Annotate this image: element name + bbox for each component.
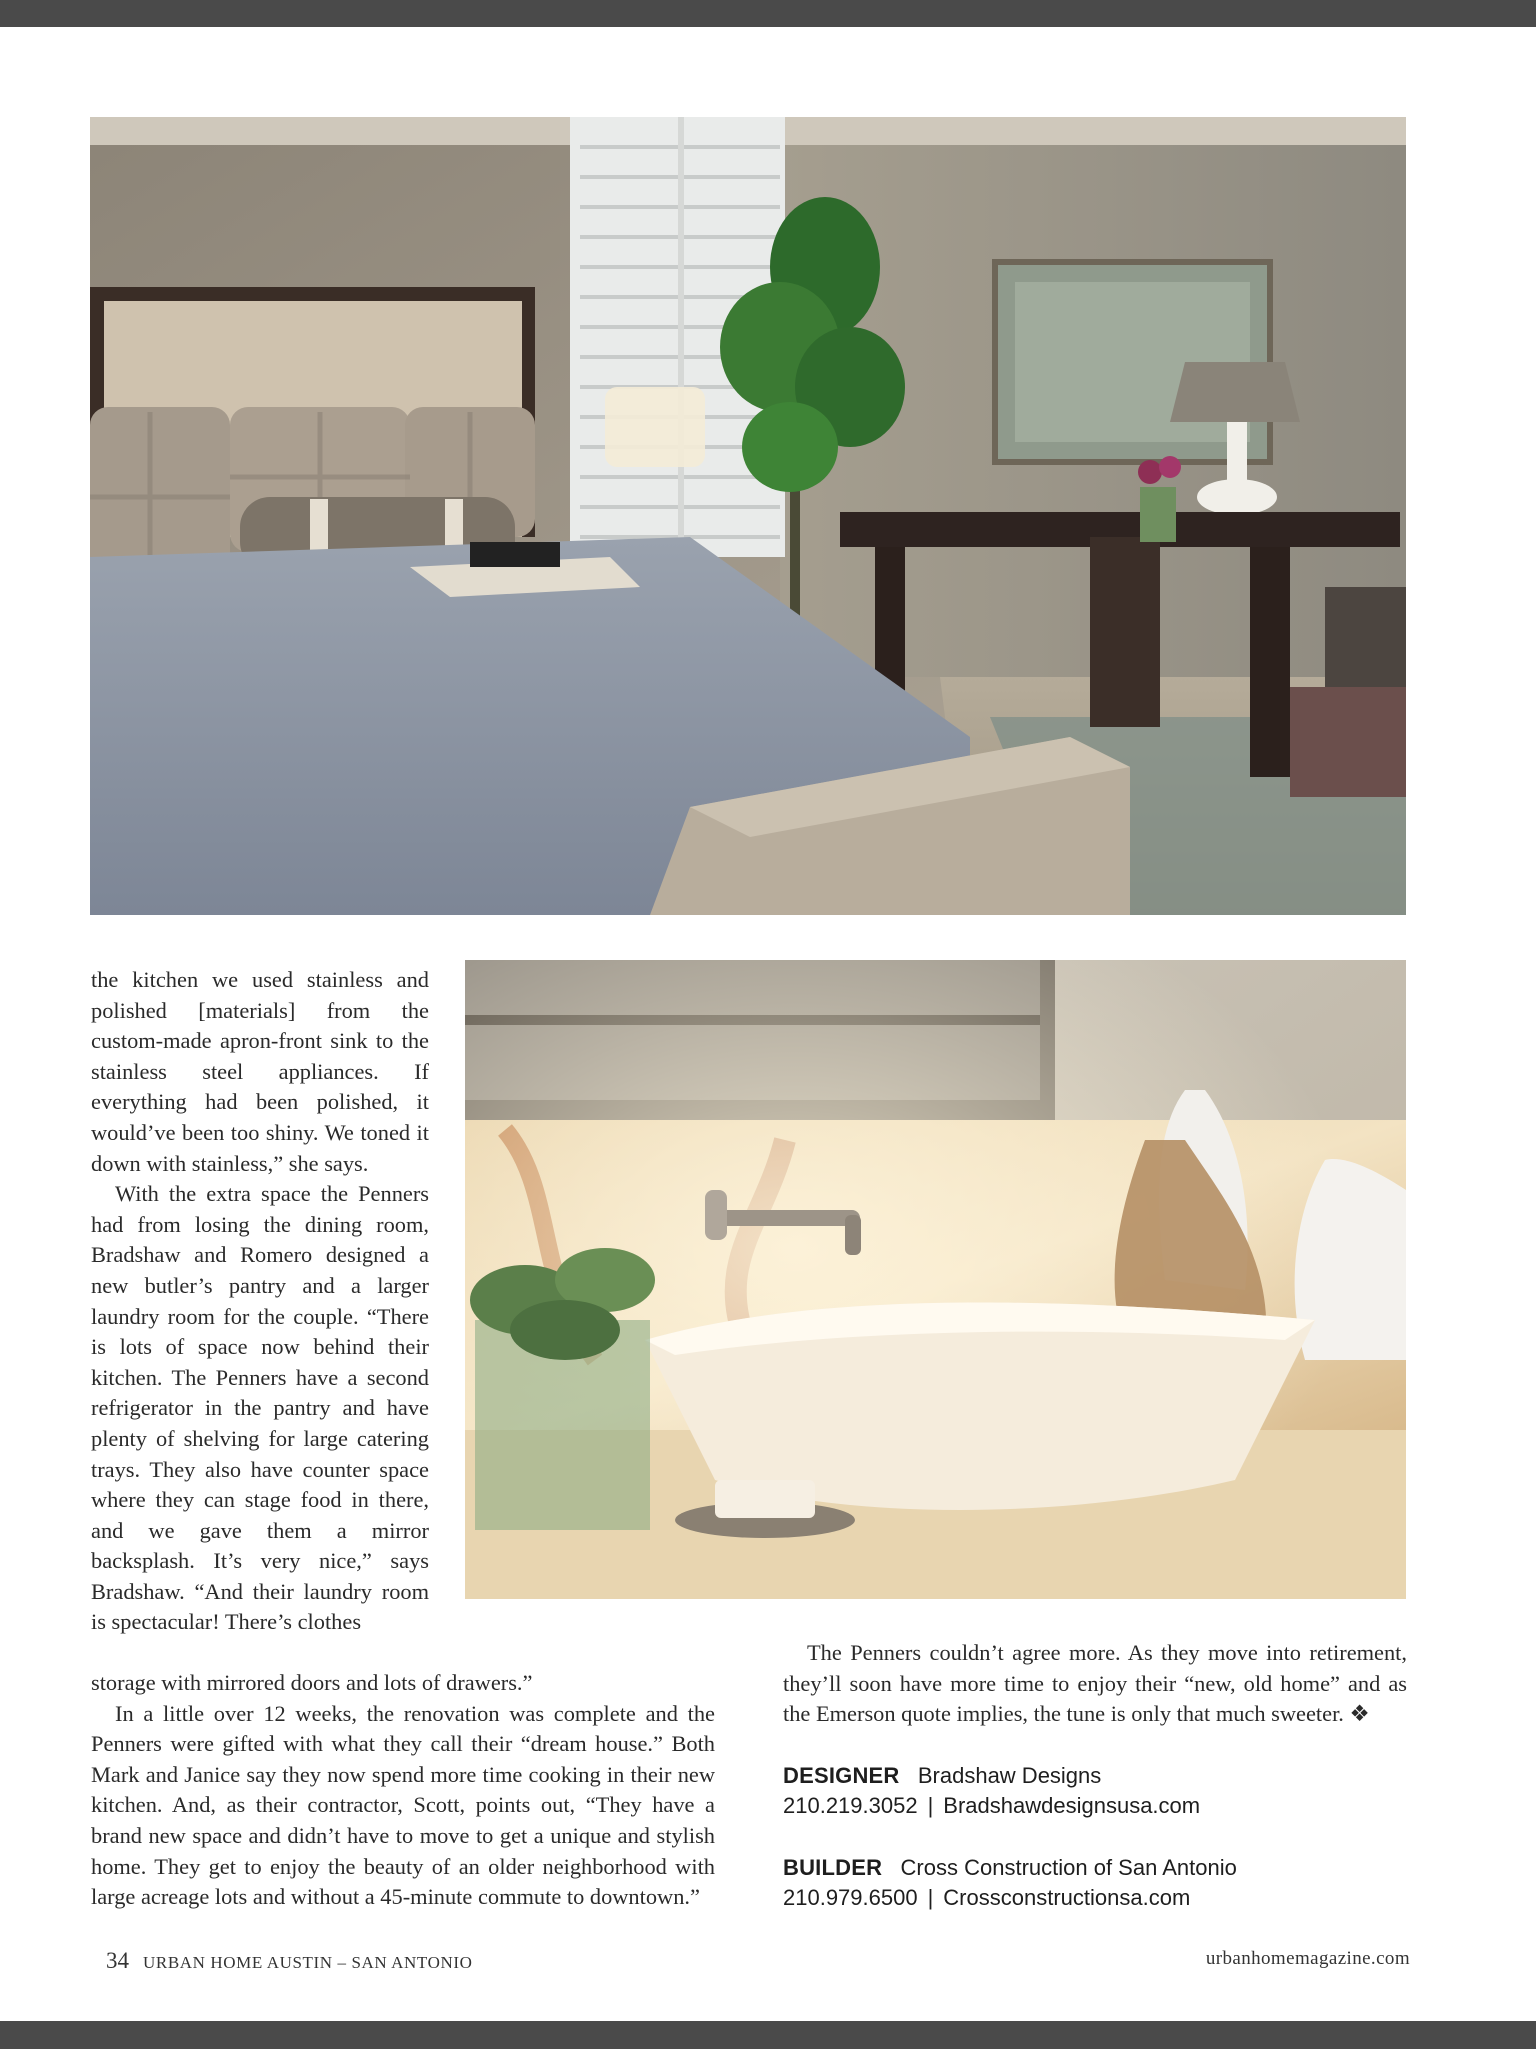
article-column-right	[783, 1638, 1407, 1730]
builder-website[interactable]: Crossconstructionsa.com	[943, 1885, 1191, 1910]
article-column-left-narrow	[91, 965, 429, 1638]
builder-credit	[783, 1853, 1237, 1913]
separator: |	[927, 1793, 934, 1818]
article-closing-paragraph: The Penners couldn’t agree more. As they move into retirement, they’ll soon have more time to enjoy their “new, old home” and as the Emerson quote implies, the tune is only that much sweeter. ❖	[783, 1640, 1407, 1727]
article-paragraph: the kitchen we used stainless and polished [materials] from the custom-made apron-front sink to the stainless steel appliances. If everything had been polished, it would’ve been too shiny. We toned it down with stainless,” she says.	[91, 967, 429, 1176]
designer-role: DESIGNER	[783, 1763, 900, 1788]
separator: |	[927, 1885, 934, 1910]
builder-name: Cross Construction of San Antonio	[900, 1855, 1237, 1880]
footer-website[interactable]: urbanhomemagazine.com	[1205, 1948, 1410, 1969]
top-bar	[0, 0, 1536, 27]
publication-name: URBAN HOME AUSTIN – SAN ANTONIO	[143, 1953, 473, 1972]
designer-credit	[783, 1761, 1200, 1821]
designer-name: Bradshaw Designs	[917, 1763, 1102, 1788]
article-paragraph: storage with mirrored doors and lots of drawers.”	[91, 1670, 533, 1695]
article-paragraph: With the extra space the Penners had from losing the dining room, Bradshaw and Romero designed a new butler’s pantry and a larger laundry room for the couple. “There is lots of space now behind their kitchen. The Penners have a second refrigerator in the pantry and have plenty of shelving for large catering trays. They also have counter space where they can stage food in there, and we gave them a mirror backsplash. It’s very nice,” says Bradshaw. “And their laundry room is spectacular! There’s clothes	[91, 1181, 429, 1635]
bottom-bar	[0, 2021, 1536, 2049]
page-number: 34	[106, 1948, 129, 1973]
article-column-left-wide	[91, 1668, 715, 1913]
bedroom-photo	[90, 117, 1406, 915]
footer-folio	[106, 1948, 473, 1974]
builder-phone: 210.979.6500	[783, 1885, 918, 1910]
builder-role: BUILDER	[783, 1855, 883, 1880]
sink-photo	[465, 960, 1406, 1599]
article-paragraph: In a little over 12 weeks, the renovation was complete and the Penners were gifted with what they call their “dream house.” Both Mark and Janice say they now spend more time cooking in their new kitchen. And, as their contractor, Scott, points out, “They have a brand new space and didn’t have to move to get a unique and stylish home. They get to enjoy the beauty of an older neighborhood with large acreage lots and without a 45-minute commute to downtown.”	[91, 1700, 715, 1910]
designer-phone: 210.219.3052	[783, 1793, 918, 1818]
designer-website[interactable]: Bradshawdesignsusa.com	[943, 1793, 1201, 1818]
